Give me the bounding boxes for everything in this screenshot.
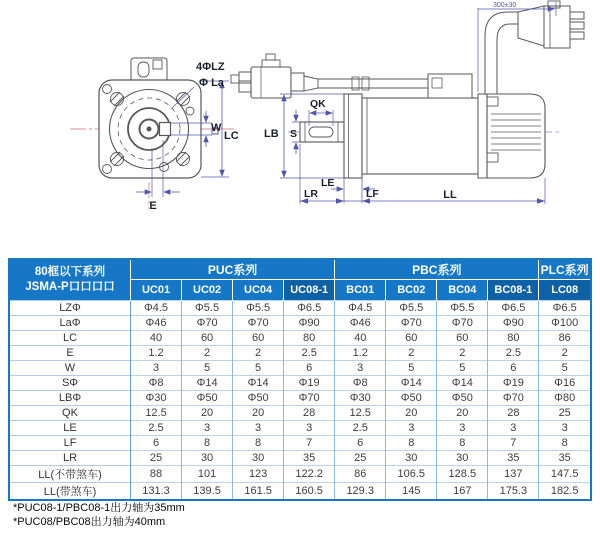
spec-value-cell: Φ6.5 [539, 301, 590, 316]
flange-plate [344, 94, 362, 178]
spec-value-cell: 5 [182, 361, 233, 376]
spec-value-cell: 86 [539, 331, 590, 346]
row-label: SΦ [10, 376, 131, 391]
body-junction [478, 94, 487, 178]
lr-label: LR [304, 188, 318, 200]
spec-value-cell: Φ5.5 [182, 301, 233, 316]
spec-value-cell: Φ6.5 [284, 301, 335, 316]
row-label: LL(带煞车) [10, 483, 131, 500]
spec-value-cell: Φ90 [284, 316, 335, 331]
spec-value-cell: 60 [233, 331, 284, 346]
spec-value-cell: 137 [488, 466, 539, 483]
spec-value-cell: 8 [437, 436, 488, 451]
spec-value-cell: 2 [182, 346, 233, 361]
table-row [10, 376, 590, 391]
row-label: E [10, 346, 131, 361]
spec-value-cell: 28 [284, 406, 335, 421]
spec-value-cell: Φ100 [539, 316, 590, 331]
spec-value-cell: Φ19 [488, 376, 539, 391]
spec-value-cell: Φ46 [335, 316, 386, 331]
le-ext-lines [344, 178, 362, 203]
power-connector-pins [570, 12, 584, 39]
row-label: LBΦ [10, 391, 131, 406]
spec-value-cell: 25 [539, 406, 590, 421]
spec-value-cell: Φ70 [386, 316, 437, 331]
cable-ferrule [291, 73, 304, 91]
spec-value-cell: Φ50 [182, 391, 233, 406]
encoder-connector-body [251, 67, 291, 98]
spec-value-cell: 8 [539, 436, 590, 451]
model-column-header: BC02 [386, 280, 437, 301]
spec-value-cell: 35 [284, 451, 335, 466]
spec-value-cell: Φ46 [131, 316, 182, 331]
spec-value-cell: Φ70 [284, 391, 335, 406]
table-row [10, 346, 590, 361]
table-row [10, 466, 590, 483]
spec-value-cell: 101 [182, 466, 233, 483]
spec-table-wrap [8, 258, 592, 501]
spec-value-cell: 12.5 [131, 406, 182, 421]
key-section [160, 123, 171, 136]
spec-value-cell: Φ4.5 [131, 301, 182, 316]
model-column-header: UC08-1 [284, 280, 335, 301]
spec-value-cell: Φ50 [437, 391, 488, 406]
row-label: LR [10, 451, 131, 466]
table-row [10, 421, 590, 436]
lb-label: LB [264, 128, 279, 140]
spec-value-cell: 30 [182, 451, 233, 466]
model-column-header: LC08 [539, 280, 590, 301]
spec-value-cell: 2 [386, 346, 437, 361]
qk-label: QK [310, 98, 326, 110]
spec-value-cell: 30 [437, 451, 488, 466]
spec-value-cell: 40 [131, 331, 182, 346]
ll-label: LL [443, 189, 457, 201]
row-label: LZΦ [10, 301, 131, 316]
w-label: W [211, 122, 222, 134]
front-view [70, 57, 239, 212]
encoder-latch-tip [266, 54, 275, 60]
series-group-header: PLC系列 [539, 260, 590, 280]
e-label: E [149, 200, 157, 212]
shaft-center [147, 127, 152, 132]
spec-value-cell: 3 [182, 421, 233, 436]
row-label: LE [10, 421, 131, 436]
spec-value-cell: Φ14 [437, 376, 488, 391]
model-column-header: BC01 [335, 280, 386, 301]
row-label: LL(不带煞车) [10, 466, 131, 483]
spec-value-cell: 60 [386, 331, 437, 346]
spec-value-cell: 160.5 [284, 483, 335, 500]
encoder-cable [318, 79, 428, 88]
lc-label: LC [224, 130, 239, 142]
table-row [10, 301, 590, 316]
spec-value-cell: Φ14 [233, 376, 284, 391]
spec-value-cell: Φ5.5 [386, 301, 437, 316]
spec-value-cell: 2 [233, 346, 284, 361]
spec-value-cell: 5 [386, 361, 437, 376]
spec-value-cell: 7 [488, 436, 539, 451]
row-label: LF [10, 436, 131, 451]
spec-value-cell: 5 [233, 361, 284, 376]
spec-value-cell: 129.3 [335, 483, 386, 500]
spec-value-cell: 35 [539, 451, 590, 466]
model-column-header: BC08-1 [488, 280, 539, 301]
spec-value-cell: 3 [386, 421, 437, 436]
spec-value-cell: 35 [488, 451, 539, 466]
spec-value-cell: 20 [182, 406, 233, 421]
spec-value-cell: 2.5 [131, 421, 182, 436]
spec-value-cell: Φ90 [488, 316, 539, 331]
spec-value-cell: 80 [284, 331, 335, 346]
encoder-pin-bottom [239, 83, 251, 92]
terminal-box [428, 74, 472, 98]
spec-value-cell: 147.5 [539, 466, 590, 483]
encoder-latch [262, 60, 280, 67]
side-view [231, 1, 584, 204]
spec-value-cell: 5 [437, 361, 488, 376]
table-row [10, 451, 590, 466]
spec-value-cell: 3 [437, 421, 488, 436]
footnotes [13, 501, 185, 529]
row-label: QK [10, 406, 131, 421]
table-row [10, 316, 590, 331]
spec-value-cell: Φ8 [335, 376, 386, 391]
spec-value-cell: 122.2 [284, 466, 335, 483]
spec-value-cell: 12.5 [335, 406, 386, 421]
spec-value-cell: Φ19 [284, 376, 335, 391]
footnote-1: *PUC08-1/PBC08-1出力轴为35mm [13, 502, 185, 514]
series-group-header: PUC系列 [131, 260, 335, 280]
power-cable-inner [497, 24, 518, 94]
spec-value-cell: Φ50 [233, 391, 284, 406]
spec-value-cell: 145 [386, 483, 437, 500]
spec-value-cell: 6 [284, 361, 335, 376]
spec-value-cell: 167 [437, 483, 488, 500]
model-column-header: UC02 [182, 280, 233, 301]
spec-table [10, 260, 590, 499]
spec-value-cell: 60 [182, 331, 233, 346]
spec-value-cell: Φ5.5 [233, 301, 284, 316]
spec-value-cell: 2.5 [335, 421, 386, 436]
spec-value-cell: 2.5 [488, 346, 539, 361]
spec-value-cell: 6 [335, 436, 386, 451]
spec-value-cell: Φ70 [437, 316, 488, 331]
motor-dimension-drawing [0, 0, 600, 250]
spec-value-cell: 131.3 [131, 483, 182, 500]
spec-value-cell: 6 [488, 361, 539, 376]
row-label: LC [10, 331, 131, 346]
lf-label: LF [366, 188, 379, 200]
spec-value-cell: 25 [131, 451, 182, 466]
row-label: W [10, 361, 131, 376]
spec-value-cell: 60 [437, 331, 488, 346]
encoder-nub [231, 75, 239, 83]
spec-value-cell: 28 [488, 406, 539, 421]
spec-value-cell: 139.5 [182, 483, 233, 500]
spec-value-cell: 7 [284, 436, 335, 451]
pilot-label: Φ La [199, 77, 224, 89]
spec-value-cell: 5 [539, 361, 590, 376]
spec-value-cell: 128.5 [437, 466, 488, 483]
spec-value-cell: Φ8 [131, 376, 182, 391]
spec-value-cell: 8 [233, 436, 284, 451]
spec-value-cell: 3 [539, 421, 590, 436]
cable-length-label: 300±30 [493, 2, 517, 9]
spec-value-cell: 20 [437, 406, 488, 421]
spec-value-cell: 1.2 [131, 346, 182, 361]
le-label: LE [321, 177, 335, 189]
spec-value-cell: Φ50 [386, 391, 437, 406]
series-group-header: PBC系列 [335, 260, 539, 280]
model-column-header: UC04 [233, 280, 284, 301]
spec-value-cell: Φ80 [539, 391, 590, 406]
spec-value-cell: 161.5 [233, 483, 284, 500]
arrow-lf-left [336, 198, 344, 203]
spec-value-cell: 123 [233, 466, 284, 483]
spec-value-cell: 106.5 [386, 466, 437, 483]
strain-relief [518, 6, 544, 46]
corner-header-line: 80框以下系列 [34, 266, 106, 278]
spec-value-cell: 8 [386, 436, 437, 451]
table-row [10, 391, 590, 406]
table-row [10, 483, 590, 500]
table-row [10, 331, 590, 346]
spec-value-cell: Φ4.5 [335, 301, 386, 316]
model-column-header: BC04 [437, 280, 488, 301]
spec-value-cell: 80 [488, 331, 539, 346]
row-label: LaΦ [10, 316, 131, 331]
encoder-pin-top [239, 72, 251, 81]
spec-value-cell: 88 [131, 466, 182, 483]
spec-value-cell: 40 [335, 331, 386, 346]
spec-value-cell: 1.2 [335, 346, 386, 361]
rear-housing [487, 94, 545, 178]
holes-label: 4ΦLZ [196, 61, 225, 73]
corner-header [10, 260, 131, 301]
spec-value-cell: Φ16 [539, 376, 590, 391]
spec-value-cell: 3 [335, 361, 386, 376]
spec-value-cell: Φ30 [131, 391, 182, 406]
spec-value-cell: 3 [284, 421, 335, 436]
spec-value-cell: 6 [131, 436, 182, 451]
spec-value-cell: Φ70 [488, 391, 539, 406]
spec-value-cell: 3 [131, 361, 182, 376]
spec-value-cell: Φ6.5 [488, 301, 539, 316]
table-row [10, 361, 590, 376]
spec-value-cell: 175.3 [488, 483, 539, 500]
spec-value-cell: Φ30 [335, 391, 386, 406]
model-column-header: UC01 [131, 280, 182, 301]
spec-value-cell: Φ70 [233, 316, 284, 331]
spec-value-cell: 3 [233, 421, 284, 436]
spec-value-cell: 86 [335, 466, 386, 483]
spec-value-cell: 2 [437, 346, 488, 361]
spec-value-cell: 2.5 [284, 346, 335, 361]
arrow-ll-right [537, 198, 545, 203]
spec-value-cell: 30 [386, 451, 437, 466]
spec-value-cell: 20 [233, 406, 284, 421]
power-connector-body [544, 6, 570, 48]
spec-value-cell: 182.5 [539, 483, 590, 500]
spec-value-cell: Φ14 [182, 376, 233, 391]
spec-value-cell: 8 [182, 436, 233, 451]
s-label: S [290, 128, 298, 140]
table-row [10, 436, 590, 451]
spec-value-cell: Φ70 [182, 316, 233, 331]
spec-value-cell: 20 [386, 406, 437, 421]
cable-taper [304, 76, 318, 91]
spec-value-cell: 30 [233, 451, 284, 466]
spec-value-cell: 3 [488, 421, 539, 436]
motor-body [362, 98, 478, 174]
spec-value-cell: Φ14 [386, 376, 437, 391]
shaft [300, 122, 344, 142]
table-row [10, 406, 590, 421]
spec-value-cell: 25 [335, 451, 386, 466]
spec-value-cell: 2 [539, 346, 590, 361]
corner-header-line: JSMA-P口口口口 [25, 281, 115, 293]
footnote-2: *PUC08/PBC08出力轴为40mm [13, 516, 166, 528]
spec-value-cell: Φ5.5 [437, 301, 488, 316]
